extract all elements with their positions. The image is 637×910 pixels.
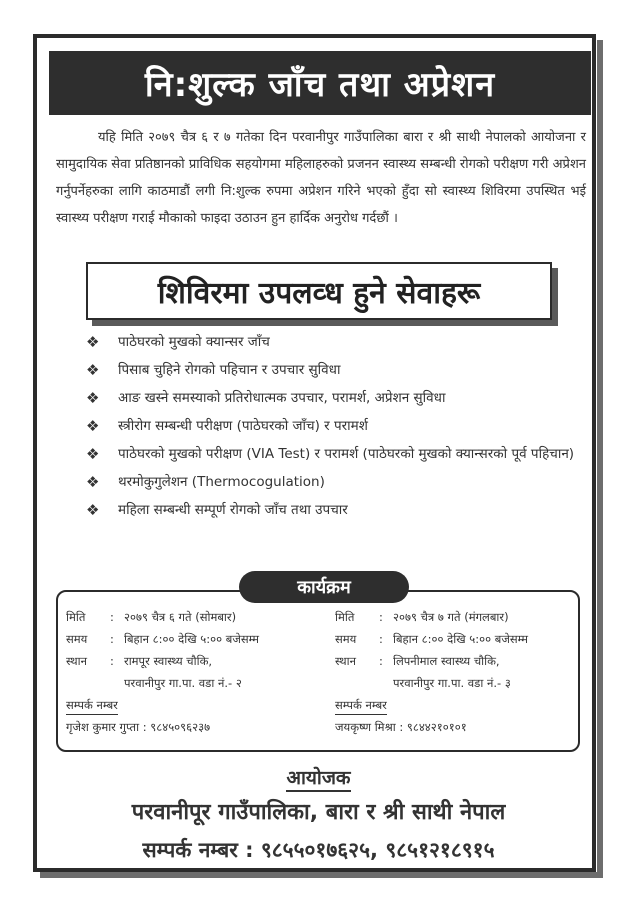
organizer-name: परवानीपूर गाउँपालिका, बारा र श्री साथी नेपाल — [131, 800, 506, 825]
service-text: पिसाब चुहिने रोगको पहिचान र उपचार सुविधा — [118, 362, 341, 378]
diamond-bullet-icon: ❖ — [86, 389, 100, 407]
camp-place: रामपूर स्वास्थ्य चौकि, — [124, 654, 213, 668]
service-text: थरमोकुगुलेशन (Thermocogulation) — [118, 474, 325, 490]
diamond-bullet-icon: ❖ — [86, 361, 100, 379]
camp-contact: जयकृष्ण मिश्रा : ९८४४२१०१०१ — [335, 720, 467, 734]
camp-time: बिहान ८:०० देखि ५:०० बजेसम्म — [393, 632, 528, 646]
camp-date: २०७९ चैत्र ७ गते (मंगलबार) — [393, 610, 509, 624]
colon: : — [379, 654, 383, 668]
intro-paragraph: यहि मिति २०७९ चैत्र ६ र ७ गतेका दिन परवानीपुर गाउँपालिका बारा र श्री साथी नेपालको आयोजना र सामुदायिक सेवा प्रतिष्ठानको प्राविधिक सहयोगमा महिलाहरुको प्रजनन स्वास्थ्य सम्बन्धी रोगको परीक्षण गरी अप्रेशन गर्नुपर्नेहरुका लागि काठमाडौं लगी नि:शुल्क रुपमा अप्रेशन गरिने भएको हुँदा सो स्वास्थ्य शिविरमा उपस्थित भई स्वास्थ्य परीक्षण गराई मौकाको फाइदा उठाउन हुन हार्दिक अनुरोध गर्दछौं । — [56, 130, 586, 226]
diamond-bullet-icon: ❖ — [86, 473, 100, 491]
camp-place: लिपनीमाल स्वास्थ्य चौकि, — [393, 654, 500, 668]
camp-place-ward: परवानीपुर गा.पा. वडा नं.- २ — [124, 676, 242, 690]
services-heading: शिविरमा उपलव्ध हुने सेवाहरू — [86, 262, 552, 320]
date-label: मिति — [335, 610, 355, 624]
contact-heading: सम्पर्क नम्बर — [66, 696, 118, 715]
services-list — [86, 328, 586, 524]
colon: : — [379, 610, 383, 624]
place-label: स्थान — [335, 654, 356, 668]
poster-title: नि:शुल्क जाँच तथा अप्रेशन — [49, 51, 591, 115]
diamond-bullet-icon: ❖ — [86, 501, 100, 519]
main-contact-numbers: सम्पर्क नम्बर : ९८५५०१७६२५, ९८५१२१८९१५ — [142, 838, 495, 862]
service-text: स्त्रीरोग सम्बन्धी परीक्षण (पाठेघरको जाँच) र परामर्श — [118, 418, 368, 434]
list-item — [86, 440, 586, 468]
time-label: समय — [66, 632, 88, 646]
colon: : — [110, 610, 114, 624]
camp-details-1 — [66, 606, 311, 739]
colon: : — [110, 654, 114, 668]
service-text: पाठेघरको मुखको परीक्षण (VIA Test) र परामर्श (पाठेघरको मुखको क्यान्सरको पूर्व पहिचान) — [118, 446, 575, 462]
camp-place-ward: परवानीपुर गा.पा. वडा नं.- ३ — [393, 676, 511, 690]
organizer-label-text: आयोजक — [286, 767, 350, 792]
camp-contact: गृजेश कुमार गुप्ता : ९८४५०९६२३७ — [66, 720, 211, 734]
organizer-label — [0, 764, 637, 790]
camp-date: २०७९ चैत्र ६ गते (सोमबार) — [124, 610, 237, 624]
colon: : — [110, 632, 114, 646]
list-item — [86, 356, 586, 384]
diamond-bullet-icon: ❖ — [86, 417, 100, 435]
camp-details-2 — [335, 606, 580, 739]
service-text: महिला सम्बन्धी सम्पूर्ण रोगको जाँच तथा उपचार — [118, 502, 348, 518]
service-text: पाठेघरको मुखको क्यान्सर जाँच — [118, 334, 270, 350]
time-label: समय — [335, 632, 357, 646]
list-item — [86, 328, 586, 356]
list-item — [86, 468, 586, 496]
date-label: मिति — [66, 610, 86, 624]
list-item — [86, 496, 586, 524]
frame-shadow-bottom — [40, 872, 603, 878]
place-label: स्थान — [66, 654, 87, 668]
contact-heading: सम्पर्क नम्बर — [335, 696, 387, 715]
frame-shadow-right — [597, 40, 603, 878]
diamond-bullet-icon: ❖ — [86, 445, 100, 463]
camp-time: बिहान ८:०० देखि ५:०० बजेसम्म — [124, 632, 259, 646]
list-item — [86, 384, 586, 412]
list-item — [86, 412, 586, 440]
program-heading: कार्यक्रम — [239, 571, 409, 603]
service-text: आङ खस्ने समस्याको प्रतिरोधात्मक उपचार, परामर्श, अप्रेशन सुविधा — [118, 390, 446, 406]
diamond-bullet-icon: ❖ — [86, 333, 100, 351]
colon: : — [379, 632, 383, 646]
